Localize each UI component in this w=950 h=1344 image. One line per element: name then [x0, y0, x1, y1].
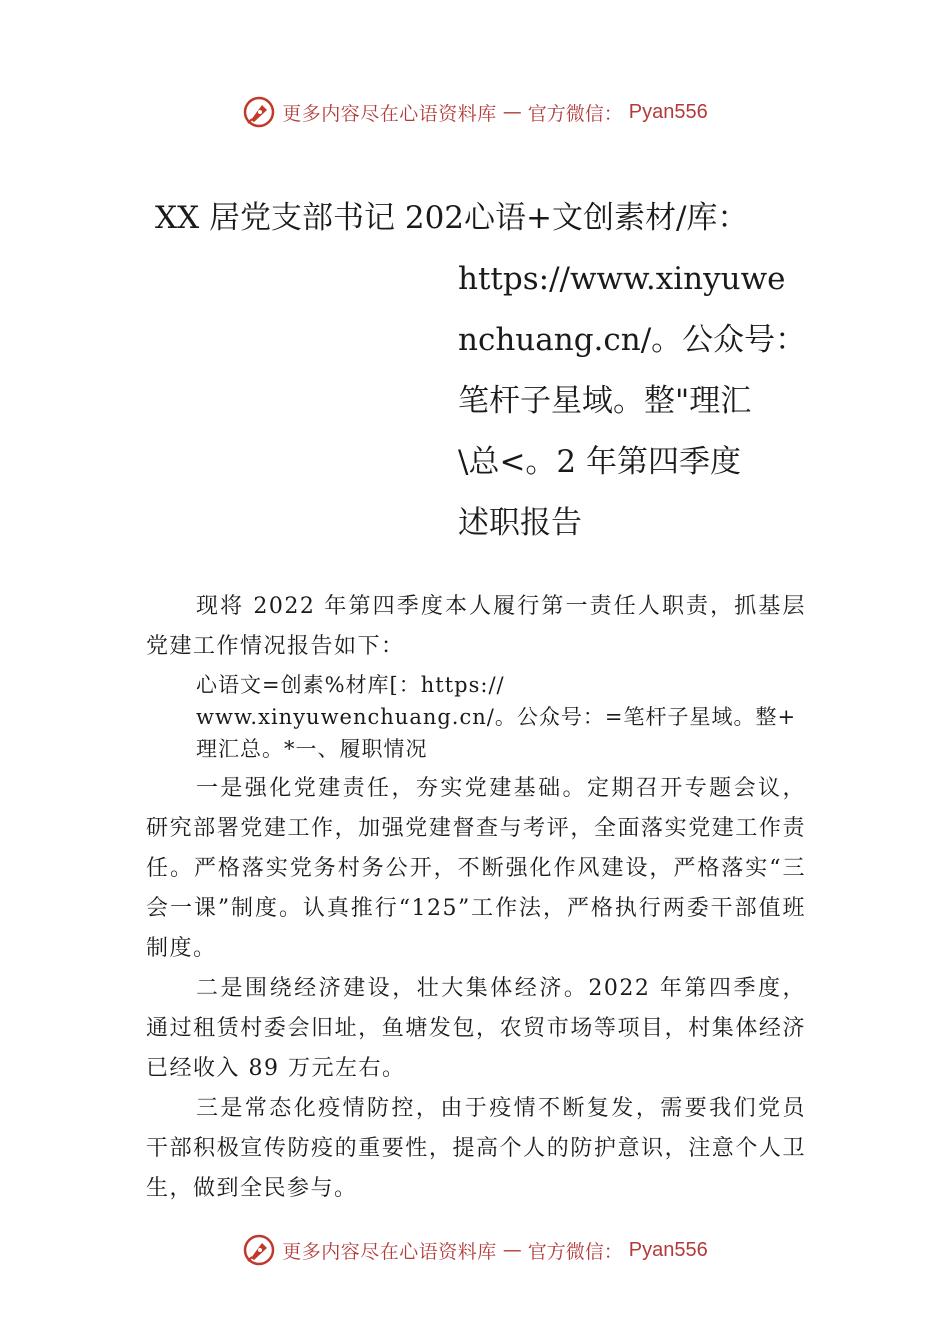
banner-wechat-id: Pyan556	[628, 1238, 708, 1261]
pen-nib-logo-icon	[242, 95, 276, 129]
banner-wechat-label: 官方微信：	[527, 1240, 623, 1263]
source-notice	[196, 669, 806, 765]
body-paragraph-2: 二是围绕经济建设，壮大集体经济。2022 年第四季度，通过租赁村委会旧址，鱼塘发包，农贸市场等项目，村集体经济已经收入 89 万元左右。	[146, 976, 806, 1081]
pen-nib-logo-icon	[242, 1233, 276, 1267]
footer-banner	[0, 1233, 950, 1267]
title-line: \总<。2 年第四季度	[458, 444, 741, 480]
title-line: nchuang.cn/。公众号：	[458, 322, 807, 358]
source-line: 心语文=创素%材库[：https://	[196, 673, 505, 697]
banner-wechat-label: 官方微信：	[527, 102, 623, 125]
title-line: https://www.xinyuwe	[458, 261, 786, 297]
document-body	[146, 587, 806, 1209]
banner-dash: —	[502, 1239, 522, 1261]
title-line: 笔杆子星域。整"理汇	[458, 383, 752, 419]
source-line: www.xinyuwenchuang.cn/。公众号：=笔杆子星域。整+	[196, 705, 797, 729]
body-paragraph-3: 三是常态化疫情防控，由于疫情不断复发，需要我们党员干部积极宣传防疫的重要性，提高个人的防护意识，注意个人卫生，做到全民参与。	[146, 1096, 806, 1201]
intro-paragraph: 现将 2022 年第四季度本人履行第一责任人职责，抓基层党建工作情况报告如下：	[146, 594, 806, 659]
banner-dash: —	[502, 101, 522, 123]
source-line: 理汇总。*一、履职情况	[196, 737, 428, 761]
body-paragraph-1: 一是强化党建责任，夯实党建基础。定期召开专题会议，研究部署党建工作，加强党建督查与考评，全面落实党建工作责任。严格落实党务村务公开，不断强化作风建设，严格落实“三会一课”制度。认真推行“125”工作法，严格执行两委干部值班制度。	[146, 776, 806, 961]
document-title	[155, 188, 835, 554]
title-line: XX 居党支部书记 202心语+文创素材/库：	[155, 200, 749, 236]
banner-text: 更多内容尽在心语资料库	[282, 1240, 497, 1263]
banner-text: 更多内容尽在心语资料库	[282, 102, 497, 125]
banner-wechat-id: Pyan556	[628, 100, 708, 123]
header-banner	[0, 95, 950, 129]
title-line: 述职报告	[458, 505, 582, 541]
title-continuation	[458, 249, 835, 554]
